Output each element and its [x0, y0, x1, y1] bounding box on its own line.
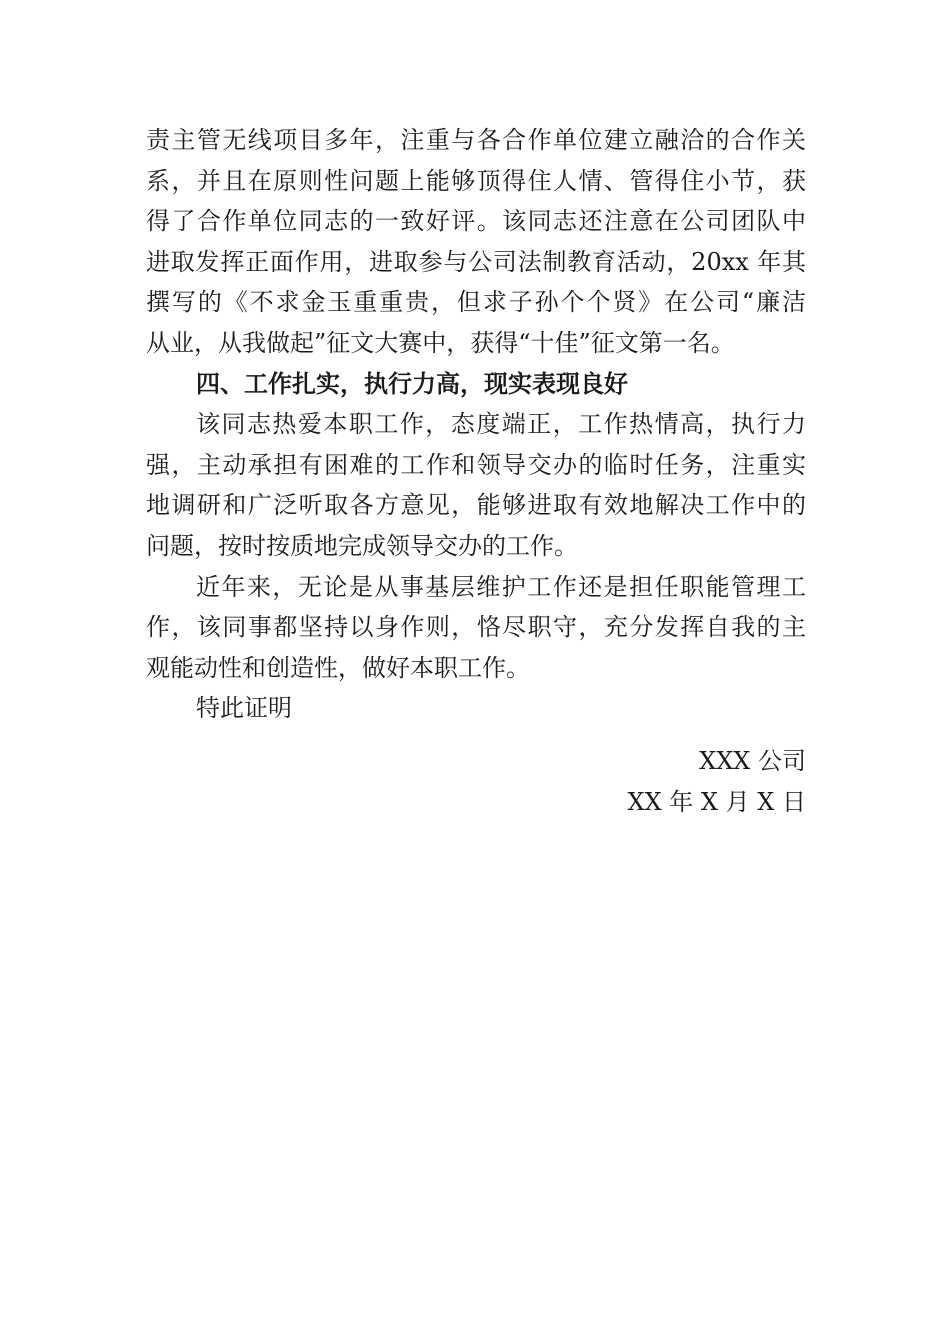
- paragraph-line: 强，主动承担有困难的工作和领导交办的临时任务，注重实: [146, 450, 806, 479]
- paragraph-2: [146, 404, 806, 566]
- paragraph-1: [146, 120, 806, 364]
- signature-date: XX 年 X 月 X 日: [627, 787, 806, 816]
- paragraph-line: 责主管无线项目多年，注重与各合作单位建立融洽的合作关: [146, 126, 806, 154]
- closing-statement: 特此证明: [196, 694, 292, 723]
- paragraph-line: 观能动性和创造性，做好本职工作。: [146, 653, 530, 682]
- section-heading: 四、工作扎实，执行力高，现实表现良好: [196, 369, 628, 398]
- signature-company: XXX 公司: [699, 746, 806, 775]
- paragraph-line: 得了合作单位同志的一致好评。该同志还注意在公司团队中: [146, 207, 806, 236]
- paragraph-line: 撰写的《不求金玉重重贵，但求子孙个个贤》在公司“廉洁: [146, 288, 806, 317]
- paragraph-3: [146, 567, 806, 689]
- paragraph-line: 近年来，无论是从事基层维护工作还是担任职能管理工: [196, 572, 806, 601]
- paragraph-line: 系，并且在原则性问题上能够顶得住人情、管得住小节，获: [146, 166, 806, 195]
- paragraph-line: 从业，从我做起”征文大赛中，获得“十佳”征文第一名。: [146, 328, 735, 357]
- document-page: [146, 120, 806, 822]
- paragraph-line: 问题，按时按质地完成领导交办的工作。: [146, 531, 578, 560]
- spacer: [146, 729, 806, 741]
- paragraph-line: 该同志热爱本职工作，态度端正，工作热情高，执行力: [196, 410, 806, 439]
- paragraph-line: 进取发挥正面作用，进取参与公司法制教育活动，20xx 年其: [146, 247, 806, 276]
- signature-block: [146, 741, 806, 822]
- paragraph-line: 作，该同事都坚持以身作则，恪尽职守，充分发挥自我的主: [146, 613, 806, 642]
- paragraph-line: 地调研和广泛听取各方意见，能够进取有效地解决工作中的: [146, 491, 806, 520]
